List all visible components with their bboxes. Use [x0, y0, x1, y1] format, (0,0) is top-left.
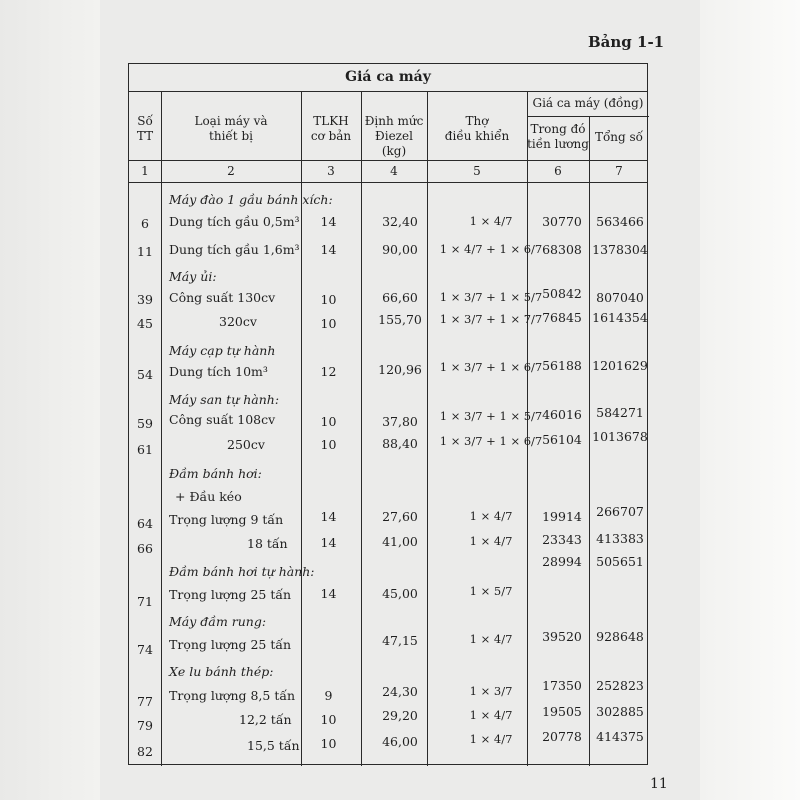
group-heading: Máy đầm rung: [169, 614, 267, 629]
row-name: 18 tấn [247, 536, 288, 551]
group-subheading: + Đầu kéo [175, 489, 242, 504]
row-tt: 45 [137, 316, 153, 331]
row-tong: 1378304 [592, 242, 648, 257]
row-tho: 1 × 4/7 + 1 × 6/7 [439, 242, 543, 256]
row-tt: 79 [137, 718, 153, 733]
row-luong: 56188 [542, 358, 582, 373]
table-title: Giá ca máy [345, 69, 431, 85]
row-tt: 54 [137, 367, 153, 382]
row-diesel: 88,40 [382, 436, 418, 451]
row-name: 15,5 tấn [247, 738, 300, 753]
row-tong: 414375 [596, 729, 644, 744]
row-tlkh: 12 [320, 364, 337, 379]
row-diesel: 32,40 [382, 214, 418, 229]
row-tong: 584271 [596, 405, 644, 420]
row-tt: 66 [137, 541, 153, 556]
col-sep-1 [161, 91, 162, 766]
row-tho: 1 × 3/7 [469, 684, 513, 698]
row-tt: 64 [137, 516, 153, 531]
row-luong: 68308 [542, 242, 582, 257]
row-luong: 76845 [542, 310, 582, 325]
row-tho: 1 × 4/7 [469, 214, 513, 228]
row-name: Dung tích 10m³ [169, 364, 268, 379]
header-so-tt: Số TT [136, 114, 154, 143]
row-tho: 1 × 3/7 + 1 × 5/7 [439, 290, 543, 304]
row-tlkh: 14 [320, 509, 337, 524]
row-luong: 39520 [542, 629, 582, 644]
row-name: 320cv [219, 314, 257, 329]
row-luong: 56104 [542, 432, 582, 447]
row-tlkh: 10 [320, 316, 337, 331]
row-tong: 1614354 [592, 310, 648, 325]
row-luong: 19505 [542, 704, 582, 719]
rule-header [129, 160, 647, 161]
col-sep-5 [527, 91, 528, 766]
row-luong: 30770 [542, 214, 582, 229]
row-tho: 1 × 4/7 [469, 534, 513, 548]
row-tho: 1 × 4/7 [469, 509, 513, 523]
page-number: 11 [650, 776, 668, 792]
row-tt: 39 [137, 292, 153, 307]
row-tong: 807040 [596, 290, 644, 305]
row-tlkh: 10 [320, 292, 337, 307]
row-name: Dung tích gầu 1,6m³ [169, 242, 300, 257]
header-tho: Thợ điều khiển [444, 114, 510, 143]
row-name: Trọng lượng 25 tấn [169, 637, 292, 652]
row-luong: 17350 [542, 678, 582, 693]
header-loai-may: Loại máy và thiết bị [194, 114, 268, 143]
rule-group-header [527, 116, 649, 117]
row-tong: 1201629 [592, 358, 648, 373]
row-tong: 505651 [596, 554, 644, 569]
row-tong: 413383 [596, 531, 644, 546]
group-heading: Máy đào 1 gầu bánh xích: [169, 192, 333, 207]
row-name: Công suất 130cv [169, 290, 276, 305]
row-name: Dung tích gầu 0,5m³ [169, 214, 300, 229]
row-tho: 1 × 5/7 [469, 584, 513, 598]
row-tt: 11 [137, 244, 153, 259]
row-tong: 928648 [596, 629, 644, 644]
row-tt: 77 [137, 694, 153, 709]
row-luong: 46016 [542, 407, 582, 422]
row-tlkh: 14 [320, 214, 337, 229]
row-tho: 1 × 3/7 + 1 × 6/7 [439, 434, 543, 448]
row-tlkh: 10 [320, 437, 337, 452]
row-name: 12,2 tấn [239, 712, 292, 727]
row-tho: 1 × 4/7 [469, 708, 513, 722]
col-number: 7 [615, 164, 623, 178]
row-luong: 19914 [542, 509, 582, 524]
row-tong: 563466 [596, 214, 644, 229]
row-luong: 28994 [542, 554, 582, 569]
row-diesel: 41,00 [382, 534, 418, 549]
row-diesel: 120,96 [378, 362, 422, 377]
row-diesel: 29,20 [382, 708, 418, 723]
row-luong: 20778 [542, 729, 582, 744]
header-trong-do: Trong đó tiền lương [527, 122, 589, 151]
row-tong: 266707 [596, 504, 644, 519]
rule-col-numbers [129, 182, 647, 183]
row-tt: 59 [137, 416, 153, 431]
row-tho: 1 × 4/7 [469, 632, 513, 646]
row-tho: 1 × 3/7 + 1 × 5/7 [439, 409, 543, 423]
row-tong: 302885 [596, 704, 644, 719]
row-tlkh: 10 [320, 414, 337, 429]
row-tt: 71 [137, 594, 153, 609]
group-heading: Máy ủi: [169, 269, 217, 284]
header-tlkh: TLKH cơ bản [310, 114, 352, 143]
row-tlkh: 10 [320, 736, 337, 751]
row-tt: 74 [137, 642, 153, 657]
background-left [0, 0, 100, 800]
row-diesel: 37,80 [382, 414, 418, 429]
row-name: Trọng lượng 9 tấn [169, 512, 284, 527]
row-diesel: 27,60 [382, 509, 418, 524]
col-number: 6 [554, 164, 562, 178]
price-table [128, 63, 648, 765]
header-tong-so: Tổng số [594, 130, 644, 144]
header-dinh-muc: Định mức Điezel (kg) [364, 114, 424, 158]
row-tt: 61 [137, 442, 153, 457]
table-id: Bảng 1-1 [588, 33, 665, 51]
row-tlkh: 14 [320, 586, 337, 601]
row-tho: 1 × 3/7 + 1 × 7/7 [439, 312, 543, 326]
row-tlkh: 10 [320, 712, 337, 727]
row-diesel: 24,30 [382, 684, 418, 699]
row-diesel: 46,00 [382, 734, 418, 749]
row-name: Công suất 108cv [169, 412, 276, 427]
row-tlkh: 14 [320, 535, 337, 550]
row-name: 250cv [227, 437, 265, 452]
col-number: 5 [473, 164, 481, 178]
row-diesel: 155,70 [378, 312, 422, 327]
row-name: Trọng lượng 8,5 tấn [169, 688, 296, 703]
col-number: 3 [327, 164, 335, 178]
row-name: Trọng lượng 25 tấn [169, 587, 292, 602]
row-tong: 252823 [596, 678, 644, 693]
row-tlkh: 14 [320, 242, 337, 257]
row-luong: 50842 [542, 286, 582, 301]
group-heading: Đầm bánh hơi tự hành: [169, 564, 315, 579]
row-tho: 1 × 3/7 + 1 × 6/7 [439, 360, 543, 374]
group-heading: Máy cạp tự hành [169, 343, 276, 358]
row-tt: 82 [137, 744, 153, 759]
row-luong: 23343 [542, 532, 582, 547]
rule-title [129, 91, 647, 92]
group-heading: Máy san tự hành: [169, 392, 280, 407]
row-diesel: 66,60 [382, 290, 418, 305]
row-diesel: 45,00 [382, 586, 418, 601]
background-right [700, 0, 800, 800]
row-diesel: 47,15 [382, 633, 418, 648]
row-tlkh: 9 [324, 688, 333, 703]
col-number: 2 [227, 164, 235, 178]
col-number: 1 [141, 164, 149, 178]
group-heading: Xe lu bánh thép: [169, 664, 274, 679]
group-heading: Đầm bánh hơi: [169, 466, 262, 481]
header-gia-ca-may: Giá ca máy (đồng) [532, 96, 644, 110]
col-number: 4 [390, 164, 398, 178]
row-diesel: 90,00 [382, 242, 418, 257]
row-tho: 1 × 4/7 [469, 732, 513, 746]
row-tong: 1013678 [592, 429, 648, 444]
row-tt: 6 [141, 216, 149, 231]
